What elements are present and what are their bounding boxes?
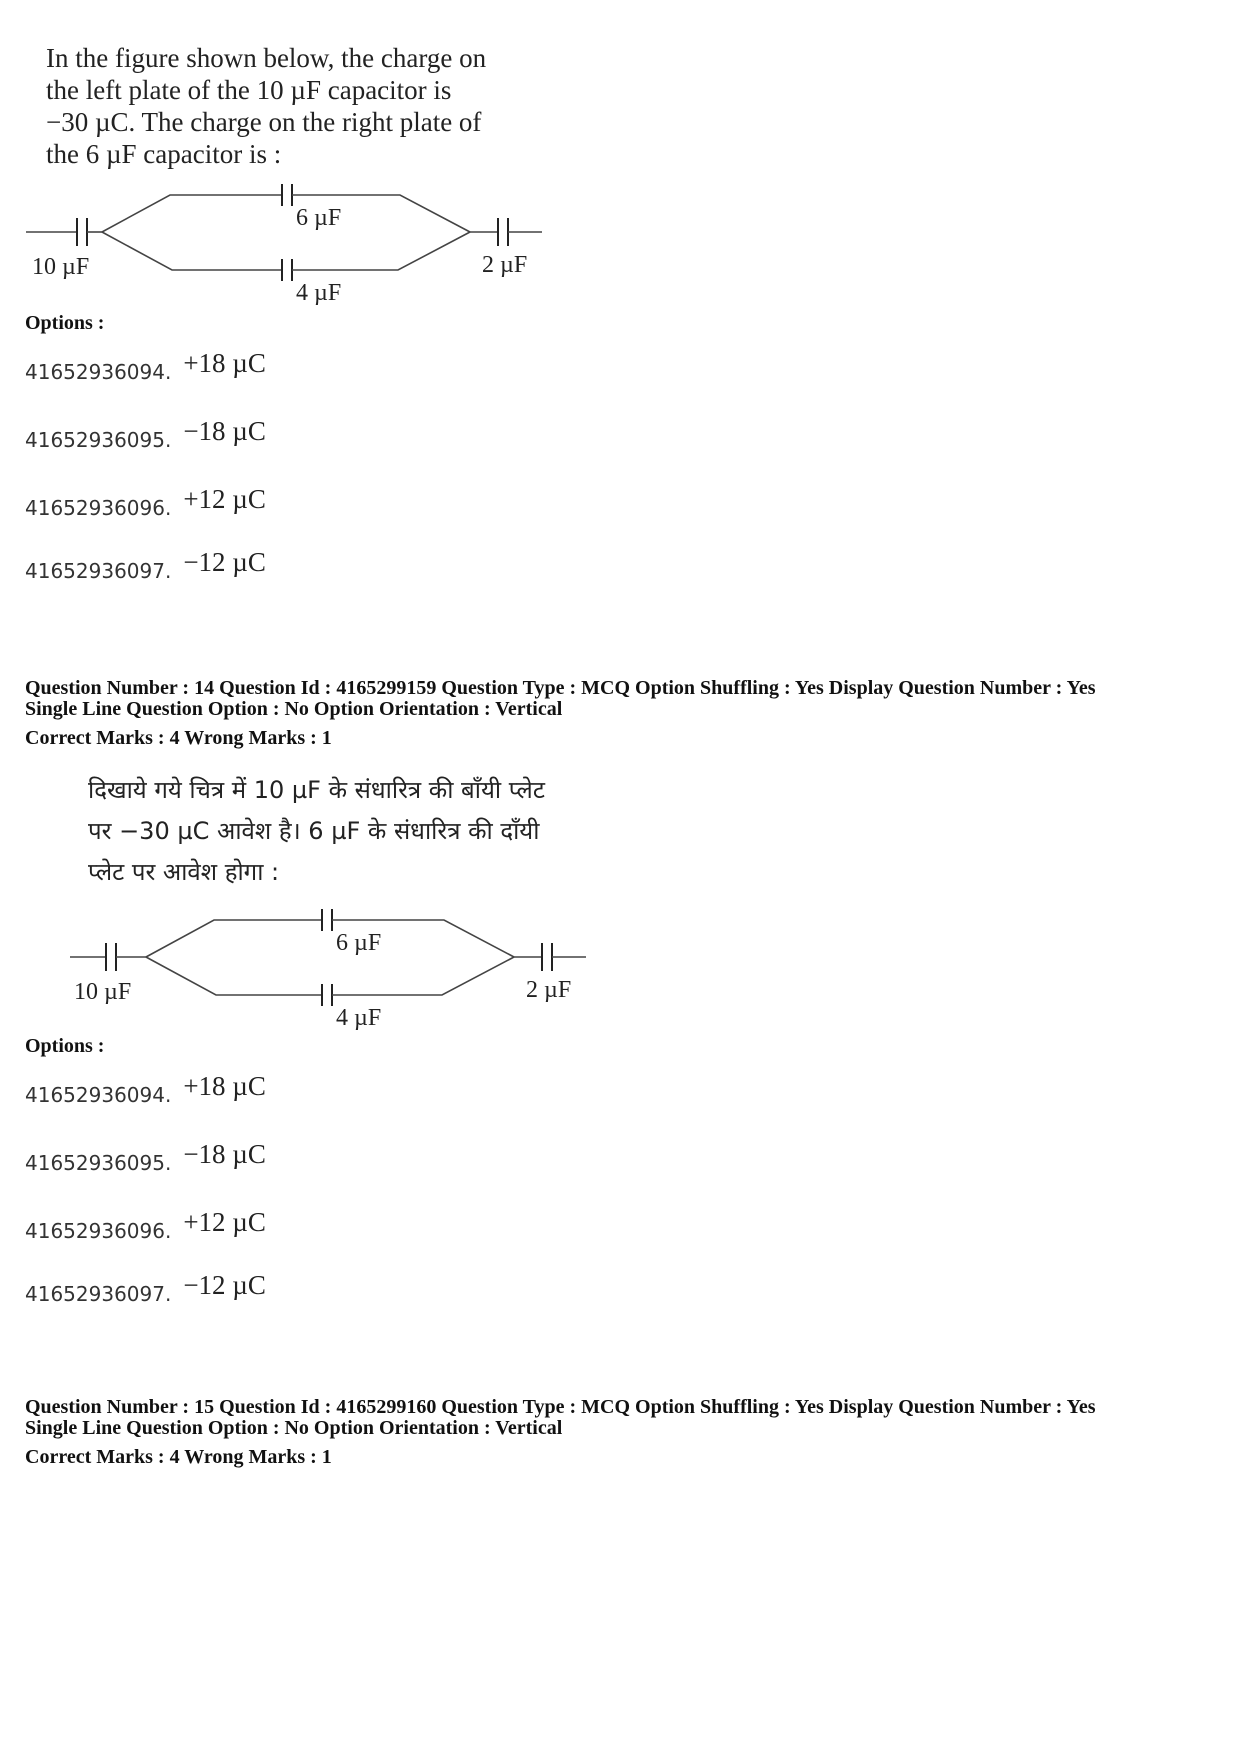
label-10uF: 10 µF xyxy=(32,254,90,280)
options-list-q13 xyxy=(25,348,266,614)
option-item[interactable] xyxy=(25,1071,266,1146)
option-value: +18 µC xyxy=(183,1071,266,1101)
options-heading-q13: Options : xyxy=(25,312,105,334)
option-id: 41652936094. xyxy=(25,1083,172,1107)
option-id: 41652936095. xyxy=(25,428,172,452)
option-id: 41652936094. xyxy=(25,360,172,384)
option-item[interactable] xyxy=(25,348,266,423)
question-marks-q14: Correct Marks : 4 Wrong Marks : 1 xyxy=(25,727,332,749)
question-13-text: In the figure shown below, the charge on the left plate of the 10 µF capacitor is −30 µC. The charge on the right plate of the 6 µF capacitor is : xyxy=(46,43,487,169)
option-value: +18 µC xyxy=(183,348,266,378)
label-6uF: 6 µF xyxy=(296,205,342,231)
option-id: 41652936097. xyxy=(25,559,172,583)
option-item[interactable] xyxy=(25,1139,266,1214)
option-value: +12 µC xyxy=(183,484,266,514)
option-value: −18 µC xyxy=(183,1139,266,1169)
question-14-text: दिखाये गये चित्र में 10 µF के संधारित्र की बाँयी प्लेट पर −30 µC आवेश है। 6 µF के संधारित्र की दाँयी प्लेट पर आवेश होगा : xyxy=(88,776,545,886)
options-heading-q14: Options : xyxy=(25,1035,105,1057)
label-10uF: 10 µF xyxy=(74,979,132,1005)
capacitor-circuit-diagram-q13 xyxy=(20,170,560,305)
option-value: +12 µC xyxy=(183,1207,266,1237)
option-value: −12 µC xyxy=(183,547,266,577)
option-item[interactable] xyxy=(25,1270,266,1337)
option-item[interactable] xyxy=(25,547,266,614)
label-2uF: 2 µF xyxy=(526,977,572,1003)
option-item[interactable] xyxy=(25,1207,266,1277)
question-options-meta-q15: Single Line Question Option : No Option Orientation : Vertical xyxy=(25,1417,563,1439)
option-value: −12 µC xyxy=(183,1270,266,1300)
label-4uF: 4 µF xyxy=(336,1005,382,1031)
label-2uF: 2 µF xyxy=(482,252,528,278)
option-id: 41652936095. xyxy=(25,1151,172,1175)
capacitor-circuit-diagram-q14 xyxy=(64,895,604,1030)
question-meta-line-q15: Question Number : 15 Question Id : 4165299160 Question Type : MCQ Option Shuffling : Yes Display Question Number : Yes xyxy=(25,1396,1096,1418)
question-marks-q15: Correct Marks : 4 Wrong Marks : 1 xyxy=(25,1446,332,1468)
label-4uF: 4 µF xyxy=(296,280,342,306)
options-list-q14 xyxy=(25,1071,266,1337)
question-meta-line-q14: Question Number : 14 Question Id : 4165299159 Question Type : MCQ Option Shuffling : Yes Display Question Number : Yes xyxy=(25,677,1096,699)
option-item[interactable] xyxy=(25,484,266,554)
option-id: 41652936096. xyxy=(25,496,172,520)
option-item[interactable] xyxy=(25,416,266,491)
option-id: 41652936096. xyxy=(25,1219,172,1243)
question-options-meta-q14: Single Line Question Option : No Option Orientation : Vertical xyxy=(25,698,563,720)
option-id: 41652936097. xyxy=(25,1282,172,1306)
label-6uF: 6 µF xyxy=(336,930,382,956)
option-value: −18 µC xyxy=(183,416,266,446)
